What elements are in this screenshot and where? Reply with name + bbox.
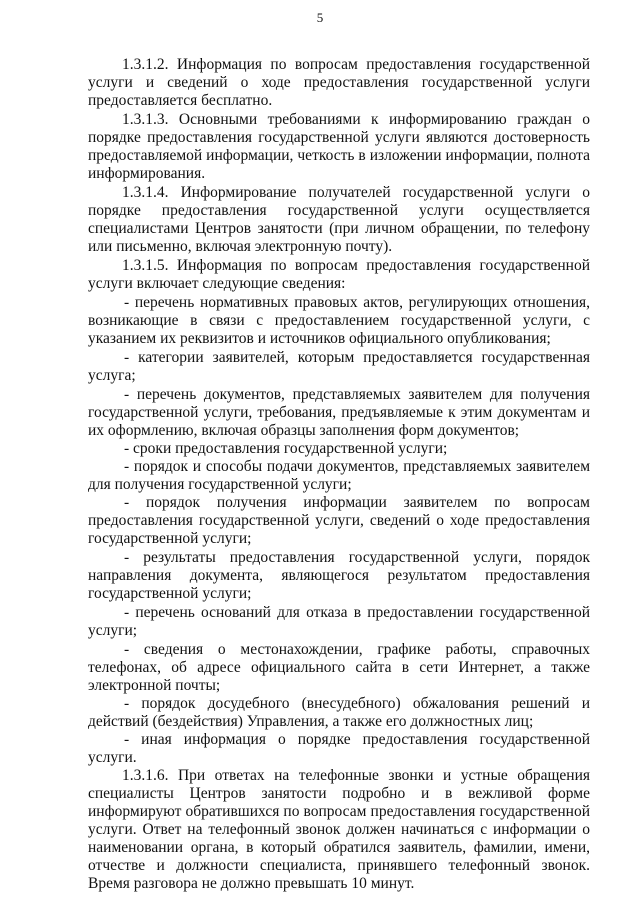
list-item: - категории заявителей, которым предоставляется государственная услуга; [88, 349, 590, 384]
paragraph-1-3-1-3: 1.3.1.3. Основными требованиями к информированию граждан о порядке предоставления государственной услуги являются достоверность предоставляемой информации, четкость в изложении информации, полнота информирования. [88, 111, 590, 182]
list-item: - порядок досудебного (внесудебного) обжалования решений и действий (бездействия) Управления, а также его должностных лиц; [88, 695, 590, 730]
list-item: - сведения о местонахождении, графике работы, справочных телефонах, об адресе официального сайта в сети Интернет, а также электронной почты; [88, 641, 590, 694]
list-item: - результаты предоставления государственной услуги, порядок направления документа, являющегося результатом предоставления государственной услуги; [88, 549, 590, 602]
list-item: - перечень документов, представляемых заявителем для получения государственной услуги, требования, предъявляемые к этим документам и их оформлению, включая образцы заполнения форм документов; [88, 386, 590, 439]
paragraph-1-3-1-6: 1.3.1.6. При ответах на телефонные звонки и устные обращения специалисты Центров занятости подробно и в вежливой форме информируют обратившихся по вопросам предоставления государственной услуги. Ответ на телефонный звонок должен начинаться с информации о наименовании органа, в который обратился заявитель, фамилии, имени, отчестве и должности специалиста, принявшего телефонный звонок. Время разговора не должно превышать 10 минут. [88, 767, 590, 892]
list-item: - перечень оснований для отказа в предоставлении государственной услуги; [88, 604, 590, 639]
paragraph-1-3-1-5: 1.3.1.5. Информация по вопросам предоставления государственной услуги включает следующие сведения: [88, 257, 590, 292]
list-item: - перечень нормативных правовых актов, регулирующих отношения, возникающие в связи с предоставлением государственной услуги, с указанием их реквизитов и источников официального опубликования; [88, 294, 590, 347]
page-number: 5 [316, 10, 324, 25]
list-item: - сроки предоставления государственной услуги; [124, 440, 448, 457]
document-body [88, 56, 590, 893]
paragraph-1-3-1-2: 1.3.1.2. Информация по вопросам предоставления государственной услуги и сведений о ходе предоставления государственной услуги предоставляется бесплатно. [88, 56, 590, 109]
list-item: - порядок и способы подачи документов, представляемых заявителем для получения государственной услуги; [88, 458, 590, 493]
paragraph-1-3-1-4: 1.3.1.4. Информирование получателей государственной услуги о порядке предоставления государственной услуги осуществляется специалистами Центров занятости (при личном обращении, по телефону или письменно, включая электронную почту). [88, 184, 590, 255]
list-item: - порядок получения информации заявителем по вопросам предоставления государственной услуги, сведений о ходе предоставления государственной услуги; [88, 494, 590, 547]
list-item: - иная информация о порядке предоставления государственной услуги. [88, 731, 590, 766]
